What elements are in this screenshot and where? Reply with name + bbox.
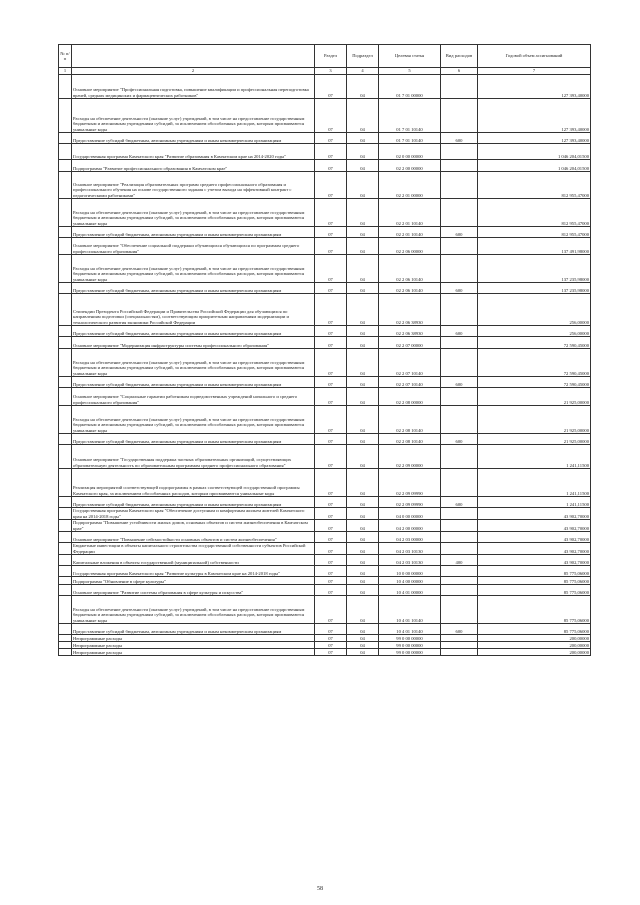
cell-name: Основное мероприятие "Развитие системы образования в сфере культуры и искусства" xyxy=(72,585,315,596)
cell-num xyxy=(59,649,72,656)
budget-table xyxy=(58,44,591,656)
cell-razdel: 07 xyxy=(315,238,347,255)
cell-num xyxy=(59,144,72,160)
cell-amount: 43 902,70000 xyxy=(478,555,591,566)
cell-amount: 1 241,11500 xyxy=(478,497,591,508)
cell-podrazdel: 04 xyxy=(347,294,379,326)
cell-name: Расходы на обеспечение деятельности (оказание услуг) учреждений, в том числе на предоставление государственным бюджетным и автономным учреждениям субсидий, за исключением обособленных расходов, которым присваиваются уникальные коды xyxy=(72,596,315,624)
cell-num xyxy=(59,133,72,144)
cell-razdel: 07 xyxy=(315,434,347,445)
cell-razdel: 07 xyxy=(315,199,347,227)
cell-razdel: 07 xyxy=(315,520,347,532)
cell-amount: 137 235,98000 xyxy=(478,255,591,283)
cell-podrazdel: 04 xyxy=(347,172,379,199)
cell-podrazdel: 04 xyxy=(347,543,379,555)
cell-amount: 21 925,00000 xyxy=(478,434,591,445)
cell-target: 10 0 00 00000 xyxy=(379,566,441,577)
colnum-7: 7 xyxy=(478,68,591,75)
table-header-row xyxy=(59,45,591,68)
cell-podrazdel: 04 xyxy=(347,469,379,497)
cell-razdel: 07 xyxy=(315,469,347,497)
cell-target: 01 7 01 10140 xyxy=(379,133,441,144)
cell-num xyxy=(59,172,72,199)
cell-amount: 127 393,40000 xyxy=(478,75,591,99)
cell-name: Непрограммные расходы xyxy=(72,642,315,649)
cell-podrazdel: 04 xyxy=(347,238,379,255)
table-row xyxy=(59,497,591,508)
table-row xyxy=(59,585,591,596)
cell-razdel: 07 xyxy=(315,596,347,624)
cell-podrazdel: 04 xyxy=(347,283,379,294)
cell-razdel: 07 xyxy=(315,585,347,596)
table-row xyxy=(59,508,591,520)
cell-num xyxy=(59,255,72,283)
cell-target: 02 2 00 00000 xyxy=(379,160,441,172)
cell-target: 04 0 00 00000 xyxy=(379,508,441,520)
cell-razdel: 07 xyxy=(315,283,347,294)
cell-razdel: 07 xyxy=(315,144,347,160)
table-row xyxy=(59,144,591,160)
cell-razdel: 07 xyxy=(315,445,347,469)
table-row xyxy=(59,283,591,294)
cell-num xyxy=(59,75,72,99)
cell-podrazdel: 04 xyxy=(347,566,379,577)
cell-name: Расходы на обеспечение деятельности (оказание услуг) учреждений, в том числе на предоставление государственным бюджетным и автономным учреждениям субсидий, за исключением обособленных расходов, которым присваиваются уникальные коды xyxy=(72,199,315,227)
cell-amount: 43 902,70000 xyxy=(478,532,591,543)
cell-name: Основное мероприятие "Реализация образовательных программ среднего профессионального образования и профессионального обучения на основе государственного задания с учетом выхода на эффективный контракт с педагогическими работниками" xyxy=(72,172,315,199)
cell-target: 02 2 07 10140 xyxy=(379,377,441,388)
cell-amount: 137 235,98000 xyxy=(478,283,591,294)
cell-num xyxy=(59,596,72,624)
cell-podrazdel: 04 xyxy=(347,577,379,585)
cell-razdel: 07 xyxy=(315,555,347,566)
table-row xyxy=(59,406,591,434)
table-row xyxy=(59,596,591,624)
cell-razdel: 07 xyxy=(315,75,347,99)
table-row xyxy=(59,469,591,497)
cell-podrazdel: 04 xyxy=(347,133,379,144)
cell-podrazdel: 04 xyxy=(347,649,379,656)
cell-target: 02 2 06 38930 xyxy=(379,326,441,337)
cell-target: 02 2 07 00000 xyxy=(379,337,441,349)
cell-razdel: 07 xyxy=(315,406,347,434)
cell-razdel: 07 xyxy=(315,255,347,283)
table-row xyxy=(59,566,591,577)
cell-name: Непрограммные расходы xyxy=(72,635,315,642)
colnum-5: 5 xyxy=(379,68,441,75)
header-num: № п/п xyxy=(59,45,72,68)
cell-name: Подпрограмма "Повышение устойчивости жилых домов, основных объектов и систем жизнеобеспечения в Камчатском крае" xyxy=(72,520,315,532)
cell-target: 02 2 01 10140 xyxy=(379,199,441,227)
cell-amount: 85 775,06000 xyxy=(478,624,591,635)
cell-target: 02 2 08 10140 xyxy=(379,406,441,434)
table-row xyxy=(59,160,591,172)
cell-vid: 400 xyxy=(441,555,478,566)
table-row xyxy=(59,255,591,283)
table-row xyxy=(59,294,591,326)
cell-razdel: 07 xyxy=(315,642,347,649)
cell-target: 02 2 07 10140 xyxy=(379,349,441,377)
table-row xyxy=(59,75,591,99)
cell-num xyxy=(59,508,72,520)
cell-razdel: 07 xyxy=(315,99,347,133)
cell-amount: 200,00000 xyxy=(478,642,591,649)
cell-amount: 21 925,00000 xyxy=(478,406,591,434)
cell-razdel: 07 xyxy=(315,172,347,199)
cell-target: 02 2 08 10140 xyxy=(379,434,441,445)
cell-amount: 43 902,70000 xyxy=(478,520,591,532)
cell-amount: 1 046 204,01500 xyxy=(478,160,591,172)
cell-amount: 812 955,47000 xyxy=(478,199,591,227)
cell-vid xyxy=(441,406,478,434)
cell-vid xyxy=(441,172,478,199)
header-amount: Годовой объем ассигнований xyxy=(478,45,591,68)
cell-vid xyxy=(441,144,478,160)
cell-target: 02 2 09 09990 xyxy=(379,469,441,497)
cell-podrazdel: 04 xyxy=(347,555,379,566)
table-row xyxy=(59,577,591,585)
cell-num xyxy=(59,555,72,566)
cell-name: Основное мероприятие "Профессиональная подготовка, повышение квалификации и профессиональная переподготовка врачей, средних медицинских и фармацевтических работников" xyxy=(72,75,315,99)
cell-target: 04 2 03 10130 xyxy=(379,543,441,555)
cell-amount: 72 590,45000 xyxy=(478,337,591,349)
cell-vid xyxy=(441,349,478,377)
cell-vid xyxy=(441,294,478,326)
colnum-4: 4 xyxy=(347,68,379,75)
cell-vid xyxy=(441,445,478,469)
header-target: Целевая статья xyxy=(379,45,441,68)
cell-num xyxy=(59,337,72,349)
cell-name: Предоставление субсидий бюджетным, автономным учреждениям и иным некоммерческим организациям xyxy=(72,227,315,238)
cell-amount: 127 393,40000 xyxy=(478,99,591,133)
table-row xyxy=(59,434,591,445)
cell-podrazdel: 04 xyxy=(347,596,379,624)
cell-amount: 812 955,47000 xyxy=(478,227,591,238)
cell-podrazdel: 04 xyxy=(347,508,379,520)
colnum-3: 3 xyxy=(315,68,347,75)
cell-vid: 600 xyxy=(441,133,478,144)
cell-amount: 256,00000 xyxy=(478,326,591,337)
cell-vid xyxy=(441,520,478,532)
colnum-2: 2 xyxy=(72,68,315,75)
cell-amount: 127 393,40000 xyxy=(478,133,591,144)
cell-vid xyxy=(441,75,478,99)
cell-num xyxy=(59,445,72,469)
cell-amount: 200,00000 xyxy=(478,635,591,642)
header-razdel: Раздел xyxy=(315,45,347,68)
cell-vid: 600 xyxy=(441,624,478,635)
cell-target: 04 2 00 00000 xyxy=(379,520,441,532)
cell-name: Государственная программа Камчатского края "Обеспечение доступным и комфортным жильем жителей Камчатского края на 2014-2018 годы" xyxy=(72,508,315,520)
cell-vid xyxy=(441,635,478,642)
table-row xyxy=(59,388,591,406)
cell-target: 02 2 09 00000 xyxy=(379,445,441,469)
cell-podrazdel: 04 xyxy=(347,520,379,532)
header-podrazdel: Подраздел xyxy=(347,45,379,68)
cell-target: 99 0 00 00000 xyxy=(379,649,441,656)
cell-target: 10 4 01 00000 xyxy=(379,585,441,596)
colnum-6: 6 xyxy=(441,68,478,75)
cell-vid: 600 xyxy=(441,326,478,337)
cell-name: Расходы на обеспечение деятельности (оказание услуг) учреждений, в том числе на предоставление государственным бюджетным и автономным учреждениям субсидий, за исключением обособленных расходов, которым присваиваются уникальные коды xyxy=(72,255,315,283)
cell-razdel: 07 xyxy=(315,294,347,326)
cell-num xyxy=(59,543,72,555)
table-row xyxy=(59,555,591,566)
table-row xyxy=(59,349,591,377)
cell-num xyxy=(59,349,72,377)
cell-podrazdel: 04 xyxy=(347,326,379,337)
table-row xyxy=(59,326,591,337)
cell-name: Предоставление субсидий бюджетным, автономным учреждениям и иным некоммерческим организациям xyxy=(72,377,315,388)
cell-podrazdel: 04 xyxy=(347,388,379,406)
cell-name: Предоставление субсидий бюджетным, автономным учреждениям и иным некоммерческим организациям xyxy=(72,133,315,144)
cell-name: Предоставление субсидий бюджетным, автономным учреждениям и иным некоммерческим организациям xyxy=(72,283,315,294)
cell-amount: 1 241,11500 xyxy=(478,469,591,497)
cell-podrazdel: 04 xyxy=(347,144,379,160)
cell-razdel: 07 xyxy=(315,227,347,238)
cell-num xyxy=(59,469,72,497)
cell-num xyxy=(59,520,72,532)
cell-amount: 43 902,70000 xyxy=(478,508,591,520)
cell-target: 02 2 06 10140 xyxy=(379,283,441,294)
cell-podrazdel: 04 xyxy=(347,532,379,543)
cell-vid xyxy=(441,585,478,596)
cell-podrazdel: 04 xyxy=(347,585,379,596)
header-vid: Вид расходов xyxy=(441,45,478,68)
table-row xyxy=(59,337,591,349)
table-row xyxy=(59,133,591,144)
cell-num xyxy=(59,585,72,596)
cell-vid: 600 xyxy=(441,283,478,294)
table-row xyxy=(59,199,591,227)
cell-num xyxy=(59,326,72,337)
cell-target: 99 0 00 00000 xyxy=(379,642,441,649)
cell-podrazdel: 04 xyxy=(347,199,379,227)
cell-num xyxy=(59,406,72,434)
cell-vid xyxy=(441,566,478,577)
cell-name: Непрограммные расходы xyxy=(72,649,315,656)
cell-amount: 85 775,06000 xyxy=(478,585,591,596)
cell-vid xyxy=(441,255,478,283)
cell-num xyxy=(59,635,72,642)
cell-amount: 1 046 204,01500 xyxy=(478,144,591,160)
cell-name: Предоставление субсидий бюджетным, автономным учреждениям и иным некоммерческим организациям xyxy=(72,497,315,508)
cell-name: Государственная программа Камчатского края "Развитие образования в Камчатском крае на 2014-2020 годы" xyxy=(72,144,315,160)
cell-amount: 21 925,00000 xyxy=(478,388,591,406)
cell-vid xyxy=(441,532,478,543)
cell-vid xyxy=(441,596,478,624)
cell-podrazdel: 04 xyxy=(347,227,379,238)
cell-name: Капитальные вложения в объекты государственной (муниципальной) собственности xyxy=(72,555,315,566)
cell-target: 02 2 08 00000 xyxy=(379,388,441,406)
cell-vid xyxy=(441,337,478,349)
cell-name: Расходы на обеспечение деятельности (оказание услуг) учреждений, в том числе на предоставление государственным бюджетным и автономным учреждениям субсидий, за исключением обособленных расходов, которым присваиваются уникальные коды xyxy=(72,99,315,133)
table-row xyxy=(59,642,591,649)
table-row xyxy=(59,227,591,238)
table-row xyxy=(59,649,591,656)
cell-num xyxy=(59,294,72,326)
cell-vid xyxy=(441,238,478,255)
cell-amount: 1 241,11500 xyxy=(478,445,591,469)
cell-razdel: 07 xyxy=(315,377,347,388)
cell-vid xyxy=(441,649,478,656)
table-row xyxy=(59,532,591,543)
cell-name: Предоставление субсидий бюджетным, автономным учреждениям и иным некоммерческим организациям xyxy=(72,434,315,445)
cell-amount: 85 775,06000 xyxy=(478,577,591,585)
cell-num xyxy=(59,160,72,172)
cell-target: 02 2 09 09990 xyxy=(379,497,441,508)
cell-name: Предоставление субсидий бюджетным, автономным учреждениям и иным некоммерческим организациям xyxy=(72,326,315,337)
cell-target: 02 2 06 00000 xyxy=(379,238,441,255)
cell-razdel: 07 xyxy=(315,532,347,543)
cell-target: 02 0 00 00000 xyxy=(379,144,441,160)
cell-name: Предоставление субсидий бюджетным, автономным учреждениям и иным некоммерческим организациям xyxy=(72,624,315,635)
cell-vid xyxy=(441,469,478,497)
cell-target: 01 7 01 00000 xyxy=(379,75,441,99)
cell-target: 02 2 01 10140 xyxy=(379,227,441,238)
cell-name: Подпрограмма "Обновление в сфере культуры" xyxy=(72,577,315,585)
cell-podrazdel: 04 xyxy=(347,624,379,635)
cell-razdel: 07 xyxy=(315,388,347,406)
cell-podrazdel: 04 xyxy=(347,255,379,283)
cell-target: 10 4 00 00000 xyxy=(379,577,441,585)
column-number-row xyxy=(59,68,591,75)
cell-name: Основное мероприятие "Социальные гарантии работникам подведомственных учреждений начального и среднего профессионального образования" xyxy=(72,388,315,406)
cell-amount: 137 491,98000 xyxy=(478,238,591,255)
cell-num xyxy=(59,227,72,238)
cell-razdel: 07 xyxy=(315,577,347,585)
cell-num xyxy=(59,642,72,649)
table-row xyxy=(59,238,591,255)
table-row xyxy=(59,543,591,555)
cell-vid xyxy=(441,199,478,227)
cell-razdel: 07 xyxy=(315,326,347,337)
cell-vid xyxy=(441,508,478,520)
cell-num xyxy=(59,434,72,445)
cell-podrazdel: 04 xyxy=(347,377,379,388)
cell-amount: 812 955,47000 xyxy=(478,172,591,199)
cell-podrazdel: 04 xyxy=(347,445,379,469)
cell-vid xyxy=(441,388,478,406)
cell-podrazdel: 04 xyxy=(347,635,379,642)
cell-num xyxy=(59,388,72,406)
cell-amount: 72 590,45000 xyxy=(478,349,591,377)
cell-vid xyxy=(441,577,478,585)
cell-name: Основное мероприятие "Государственная поддержка частных образовательных организаций, осуществляющих образовательную деятельность по образовательным программам среднего профессионального образования" xyxy=(72,445,315,469)
cell-num xyxy=(59,199,72,227)
cell-num xyxy=(59,283,72,294)
cell-vid: 600 xyxy=(441,377,478,388)
cell-target: 10 4 01 10140 xyxy=(379,624,441,635)
cell-vid xyxy=(441,99,478,133)
cell-vid xyxy=(441,160,478,172)
cell-name: Государственная программа Камчатского края "Развитие культуры в Камчатском крае на 2014-2018 годы" xyxy=(72,566,315,577)
cell-name: Реализация мероприятий соответствующей подпрограммы в рамках соответствующей государственной программы Камчатского края, за исключением обособленных расходов, которым присваиваются уникальные коды xyxy=(72,469,315,497)
cell-podrazdel: 04 xyxy=(347,642,379,649)
cell-target: 02 2 06 38930 xyxy=(379,294,441,326)
cell-amount: 85 775,06000 xyxy=(478,596,591,624)
cell-name: Расходы на обеспечение деятельности (оказание услуг) учреждений, в том числе на предоставление государственным бюджетным и автономным учреждениям субсидий, за исключением обособленных расходов, которым присваиваются уникальные коды xyxy=(72,406,315,434)
table-row xyxy=(59,635,591,642)
cell-razdel: 07 xyxy=(315,649,347,656)
table-row xyxy=(59,99,591,133)
cell-num xyxy=(59,577,72,585)
cell-name: Расходы на обеспечение деятельности (оказание услуг) учреждений, в том числе на предоставление государственным бюджетным и автономным учреждениям субсидий, за исключением обособленных расходов, которым присваиваются уникальные коды xyxy=(72,349,315,377)
cell-podrazdel: 04 xyxy=(347,406,379,434)
cell-num xyxy=(59,566,72,577)
cell-num xyxy=(59,377,72,388)
page-number: 58 xyxy=(317,886,323,892)
cell-vid: 600 xyxy=(441,227,478,238)
cell-num xyxy=(59,532,72,543)
cell-target: 04 2 03 10130 xyxy=(379,555,441,566)
cell-target: 99 0 00 00000 xyxy=(379,635,441,642)
cell-target: 04 2 03 00000 xyxy=(379,532,441,543)
cell-num xyxy=(59,238,72,255)
cell-vid: 600 xyxy=(441,434,478,445)
cell-razdel: 07 xyxy=(315,337,347,349)
cell-podrazdel: 04 xyxy=(347,337,379,349)
cell-podrazdel: 04 xyxy=(347,434,379,445)
table-body xyxy=(59,75,591,656)
cell-razdel: 07 xyxy=(315,508,347,520)
cell-name: Основное мероприятие "Обеспечение социальной поддержки обучающихся обучающихся по программам среднего профессионального образования" xyxy=(72,238,315,255)
cell-amount: 256,00000 xyxy=(478,294,591,326)
cell-vid: 600 xyxy=(441,497,478,508)
cell-razdel: 07 xyxy=(315,566,347,577)
cell-name: Бюджетные инвестиции в объекты капитального строительства государственной собственности субъектов Российской Федерации xyxy=(72,543,315,555)
table-row xyxy=(59,172,591,199)
cell-num xyxy=(59,497,72,508)
table-row xyxy=(59,377,591,388)
cell-target: 02 2 01 00000 xyxy=(379,172,441,199)
table-row xyxy=(59,520,591,532)
cell-num xyxy=(59,624,72,635)
table-row xyxy=(59,445,591,469)
cell-target: 02 2 06 10140 xyxy=(379,255,441,283)
cell-name: Основное мероприятие "Повышение сейсмостойкости основных объектов и систем жизнеобеспечения" xyxy=(72,532,315,543)
cell-target: 01 7 01 10140 xyxy=(379,99,441,133)
cell-target: 10 4 01 10140 xyxy=(379,596,441,624)
colnum-1: 1 xyxy=(59,68,72,75)
cell-podrazdel: 04 xyxy=(347,349,379,377)
cell-podrazdel: 04 xyxy=(347,75,379,99)
cell-razdel: 07 xyxy=(315,160,347,172)
cell-amount: 85 775,06000 xyxy=(478,566,591,577)
cell-podrazdel: 04 xyxy=(347,160,379,172)
cell-num xyxy=(59,99,72,133)
table-row xyxy=(59,624,591,635)
cell-razdel: 07 xyxy=(315,624,347,635)
cell-razdel: 07 xyxy=(315,635,347,642)
cell-amount: 72 590,45000 xyxy=(478,377,591,388)
cell-vid xyxy=(441,543,478,555)
cell-razdel: 07 xyxy=(315,543,347,555)
cell-razdel: 07 xyxy=(315,133,347,144)
cell-name: Стипендии Президента Российской Федерации и Правительства Российской Федерации для обучающихся по направлениям подготовки (специальностям), соответствующим приоритетным направлениям модернизации и технологического развития экономики Российской Федерации xyxy=(72,294,315,326)
cell-amount: 43 902,70000 xyxy=(478,543,591,555)
cell-podrazdel: 04 xyxy=(347,99,379,133)
cell-name: Основное мероприятие "Модернизация инфраструктуры системы профессионального образования" xyxy=(72,337,315,349)
cell-vid xyxy=(441,642,478,649)
cell-amount: 200,00000 xyxy=(478,649,591,656)
cell-name: Подпрограмма "Развитие профессионального образования в Камчатском крае" xyxy=(72,160,315,172)
header-name xyxy=(72,45,315,68)
cell-podrazdel: 04 xyxy=(347,497,379,508)
cell-razdel: 07 xyxy=(315,497,347,508)
cell-razdel: 07 xyxy=(315,349,347,377)
